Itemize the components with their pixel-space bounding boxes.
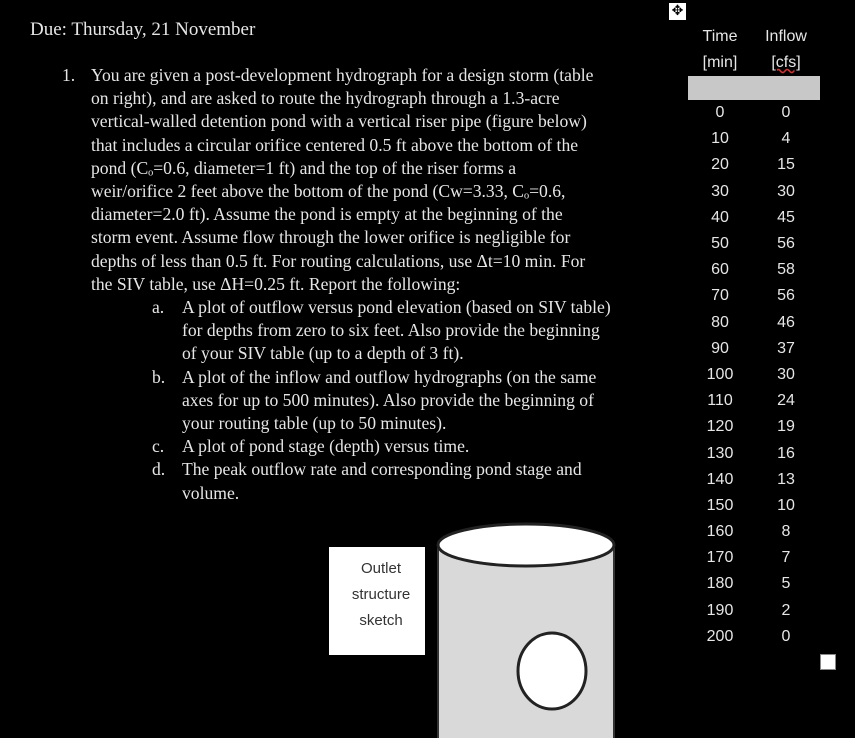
time-cell: 40 [711,208,729,226]
problem-statement [62,64,682,505]
problem-line: diameter=2.0 ft). Assume the pond is empty at the beginning of the [91,204,563,225]
table-row [688,388,820,414]
item-line: A plot of pond stage (depth) versus time. [182,436,470,457]
time-cell: 170 [706,549,734,567]
outlet-label-line: Outlet [360,560,402,577]
inflow-cell: 0 [781,104,791,122]
inflow-cell: 10 [777,496,795,514]
table-row [688,152,820,178]
problem-line: that includes a circular orifice centered 0.5 ft above the bottom of the [91,134,579,155]
inflow-cell: 5 [781,575,791,593]
item-b [152,366,682,436]
riser-body [438,545,614,738]
time-cell: 0 [715,104,725,122]
item-label: d. [152,459,166,480]
time-cell: 200 [706,627,734,645]
time-cell: 190 [706,601,734,619]
time-cell: 60 [711,261,729,279]
table-row [688,467,820,493]
time-cell: 180 [706,575,734,593]
problem-line: on right), and are asked to route the hydrograph through a 1.3-acre [91,88,560,109]
item-line: axes for up to 500 minutes). Also provide the beginning of [182,389,594,410]
time-cell: 20 [711,156,729,174]
table-row [688,362,820,388]
item-line: of your SIV table (up to a depth of 3 ft). [182,343,464,364]
time-header: Time [702,28,738,45]
item-line: your routing table (up to 50 minutes). [182,413,447,434]
item-c [152,435,682,458]
time-cell: 90 [711,339,729,357]
problem-number: 1. [62,65,76,85]
table-row [688,598,820,624]
item-line: volume. [182,482,240,503]
inflow-cell: 15 [777,156,795,174]
inflow-cell: 4 [781,130,791,148]
inflow-unit [752,54,820,72]
item-d [152,458,682,504]
table-row [688,283,820,309]
inflow-cell: 30 [777,182,795,200]
time-cell: 30 [711,182,729,200]
table-row [688,493,820,519]
time-cell: 10 [711,130,729,148]
time-cell: 110 [707,392,733,410]
table-header-row [688,24,820,50]
time-cell: 160 [706,523,734,541]
item-line: A plot of outflow versus pond elevation (based on SIV table) [182,297,611,318]
problem-line: depths of less than 0.5 ft. For routing calculations, use Δt=10 min. For [91,250,586,271]
table-shaded-row [688,76,820,100]
inflow-cell: 13 [777,470,795,488]
table-row [688,336,820,362]
outlet-structure-label [329,547,425,655]
problem-line: weir/orifice 2 feet above the bottom of the pond (Cw=3.33, Cₒ=0.6, [91,181,566,202]
time-cell: 50 [711,235,729,253]
problem-line: You are given a post-development hydrograph for a design storm (table [91,65,594,85]
problem-line: pond (Cₒ=0.6, diameter=1 ft) and the top of the riser forms a [91,157,517,178]
inflow-cell: 7 [781,549,791,567]
riser-pipe-sketch [434,521,620,738]
inflow-cell: 19 [777,418,795,436]
time-cell: 130 [706,444,734,462]
problem-body [91,64,682,296]
table-row [688,231,820,257]
time-cell: 80 [711,313,729,331]
table-row [688,414,820,440]
inflow-cell: 24 [777,392,795,410]
table-row [688,440,820,466]
checkbox[interactable] [820,654,836,670]
outlet-label-line: structure [351,586,411,603]
table-row [688,100,820,126]
table-row [688,126,820,152]
table-row [688,257,820,283]
item-line: The peak outflow rate and corresponding pond stage and [182,459,582,480]
time-cell: 140 [706,470,734,488]
item-label: c. [152,436,165,457]
time-cell: 120 [706,418,734,436]
problem-line: the SIV table, use ΔH=0.25 ft. Report the following: [91,273,461,294]
outlet-label-line: sketch [359,612,403,629]
item-line: for depths from zero to six feet. Also provide the beginning [182,320,600,341]
table-row [688,205,820,231]
item-a [152,296,682,366]
riser-top-opening [438,524,614,566]
table-body [688,100,820,650]
inflow-cell: 37 [777,339,795,357]
table-row [688,179,820,205]
table-move-handle-icon[interactable]: ✥ [669,3,686,20]
item-line: A plot of the inflow and outflow hydrographs (on the same [182,366,597,387]
time-cell: 70 [711,287,729,305]
time-cell: 100 [706,365,734,383]
problem-line: vertical-walled detention pond with a vertical riser pipe (figure below) [91,111,587,132]
inflow-unit-text: [cfs] [771,54,801,71]
lower-orifice [518,633,586,709]
inflow-cell: 46 [777,313,795,331]
due-date: Due: Thursday, 21 November [30,19,256,40]
item-label: a. [152,297,165,318]
item-label: b. [152,366,166,387]
problem-line: storm event. Assume flow through the lower orifice is negligible for [91,227,571,248]
inflow-cell: 30 [777,365,795,383]
table-row [688,571,820,597]
time-cell: 150 [706,496,734,514]
inflow-cell: 2 [781,601,791,619]
table-unit-row [688,50,820,76]
time-unit: [min] [702,54,738,71]
inflow-hydrograph-table [688,24,820,650]
inflow-cell: 16 [777,444,795,462]
table-row [688,545,820,571]
inflow-cell: 58 [777,261,795,279]
inflow-header: Inflow [765,28,807,45]
inflow-cell: 8 [781,523,791,541]
inflow-cell: 56 [777,235,795,253]
inflow-cell: 56 [777,287,795,305]
table-row [688,310,820,336]
table-row [688,624,820,650]
inflow-cell: 0 [781,627,791,645]
table-row [688,519,820,545]
inflow-cell: 45 [777,208,795,226]
